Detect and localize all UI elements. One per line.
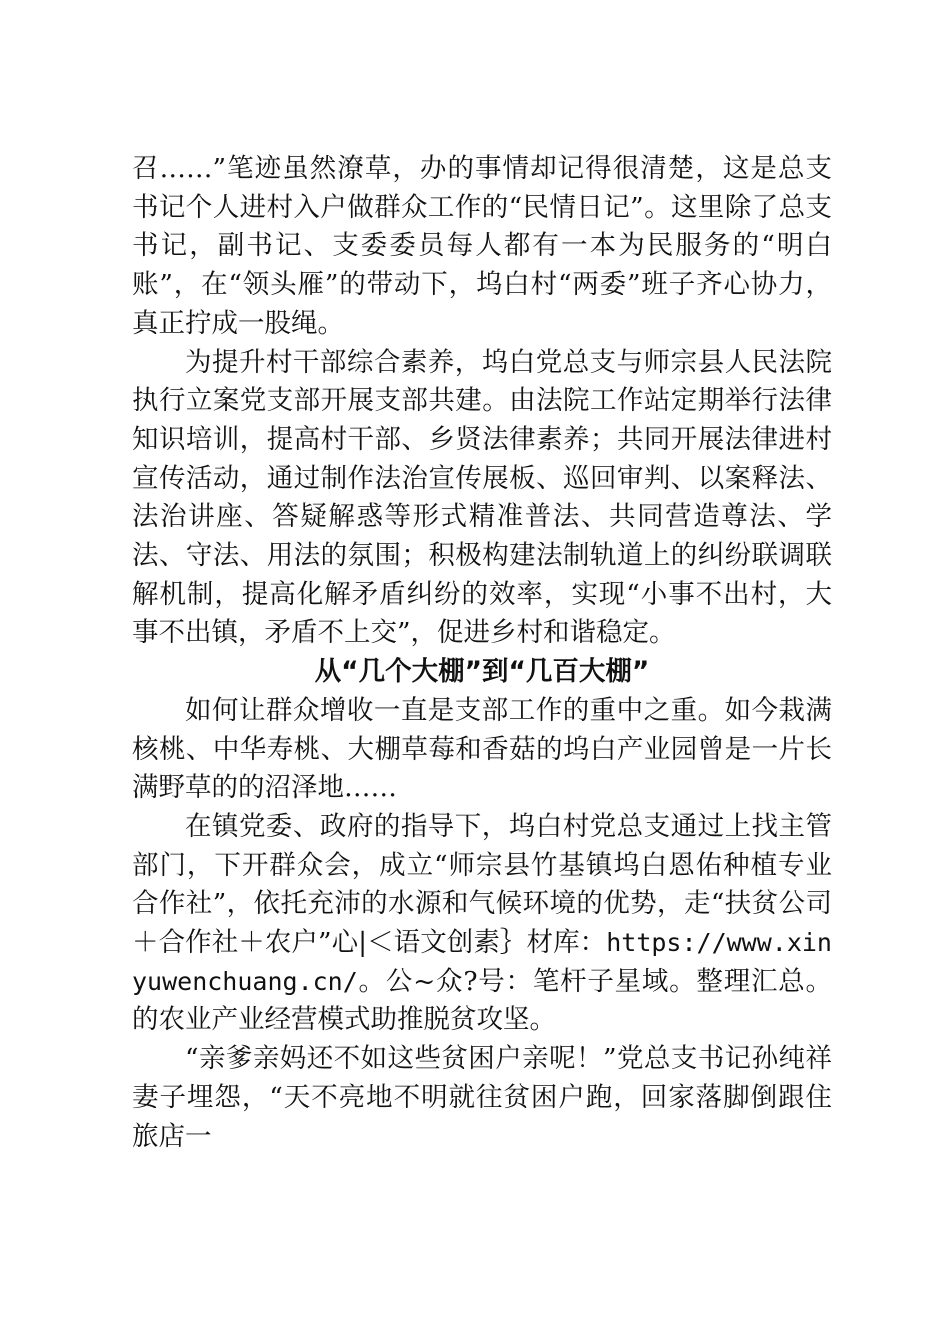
cooperative-text-end: 。公~众?号：笔杆子星域。整理汇总。的农业产业经营模式助推脱贫攻坚。 <box>132 965 832 1036</box>
paragraph-cooperative <box>132 808 832 1040</box>
paragraph-quote: “亲爹亲妈还不如这些贫困户亲呢！”党总支书记孙纯祥妻子埋怨，“天不亮地不明就往贫困户跑，回家落脚倒跟住旅店一 <box>132 1043 832 1152</box>
paragraph-legal-training: 为提升村干部综合素养，坞白党总支与师宗县人民法院执行立案党支部开展支部共建。由法院工作站定期举行法律知识培训，提高村干部、乡贤法律素养；共同开展法律进村宣传活动，通过制作法治宣传展板、巡回审判、以案释法、法治讲座、答疑解惑等形式精准普法、共同营造尊法、学法、守法、用法的氛围；积极构建法制轨道上的纠纷联调联解机制，提高化解矛盾纠纷的效率，实现“小事不出村，大事不出镇，矛盾不上交”，促进乡村和谐稳定。 <box>132 346 832 649</box>
cooperative-text: 在镇党委、政府的指导下，坞白村党总支通过上找主管部门，下开群众会，成立“师宗县竹基镇坞白恩佑种植专业合作社”，依托充沛的水源和气候环境的优势，走“扶贫公司＋合作社＋农户”心|＜语文创素｝材库： <box>132 810 832 959</box>
document-body <box>132 150 832 1156</box>
section-heading: 从“几个大棚”到“几百大棚” <box>314 656 650 688</box>
paragraph-income: 如何让群众增收一直是支部工作的重中之重。如今栽满核桃、中华寿桃、大棚草莓和香菇的坞白产业园曾是一片长满野草的的沼泽地…… <box>132 694 832 804</box>
paragraph-diary: 召……”笔迹虽然潦草，办的事情却记得很清楚，这是总支书记个人进村入户做群众工作的“民情日记”。这里除了总支书记，副书记、支委委员每人都有一本为民服务的“明白账”，在“领头雁”的带动下，坞白村“两委”班子齐心协力，真正拧成一股绳。 <box>132 153 832 339</box>
source-url: https://www.xinyuwenchuang.cn/ <box>132 928 832 996</box>
